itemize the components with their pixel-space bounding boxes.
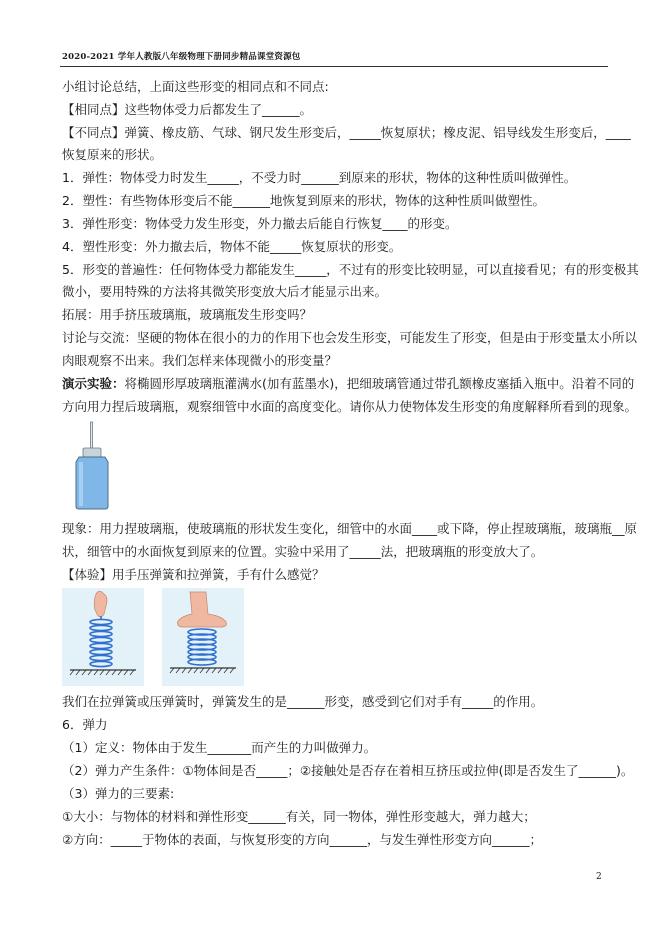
- text-line: 【体验】用手压弹簧和拉弹簧，手有什么感觉？: [62, 567, 325, 582]
- text-line: 3．弹性形变：物体受力发生形变，外力撤去后能自行恢复____的形变。: [62, 216, 458, 231]
- text-line: 讨论与交流：坚硬的物体在很小的力的作用下也会发生形变，可能发生了形变，但是由于形变量太小所以: [62, 330, 638, 345]
- text-line: ①大小：与物体的材料和弹性形变______有关，同一物体，弹性形变越大，弹力越大；: [62, 809, 536, 824]
- text-line: 状，细管中的水面恢复到原来的位置。实验中采用了_____法，把玻璃瓶的形变放大了。: [62, 544, 544, 559]
- text-line: ②方向：_____于物体的表面，与恢复形变的方向______，与发生弹性形变方向______；: [62, 832, 542, 847]
- press-spring-figure: [162, 588, 244, 686]
- text-line: 【不同点】弹簧、橡皮筋、气球、钢尺发生形变后，_____恢复原状；橡皮泥、铝导线发生形变后，____: [62, 125, 631, 140]
- header-rule: [60, 66, 608, 67]
- text-line: 【相同点】这些物体受力后都发生了______。: [62, 102, 313, 117]
- text-line: 6．弹力: [62, 717, 108, 732]
- text-line: 4．塑性形变：外力撤去后，物体不能_____恢复原状的形变。: [62, 239, 402, 254]
- demo-label: 演示实验：: [62, 376, 125, 391]
- glass-highlight: [79, 462, 83, 506]
- glass-tube: [91, 422, 93, 452]
- text-line: 现象：用力捏玻璃瓶，使玻璃瓶的形状发生变化，细管中的水面____或下降，停止捏玻璃瓶，玻璃瓶__原: [62, 521, 638, 536]
- text-line: 肉眼观察不出来。我们怎样来体现微小的形变量？: [62, 353, 338, 368]
- text-line: （3）弹力的三要素:: [62, 786, 175, 801]
- text-line: 恢复原来的形状。: [62, 147, 163, 162]
- text-line: （2）弹力产生条件：①物体间是否_____；②接触处是否存在着相互挤压或拉伸(即是否发生了______)。: [62, 763, 634, 778]
- text-line: 1．弹性：物体受力时发生_____，不受力时______到原来的形状，物体的这种性质叫做弹性。: [62, 170, 577, 185]
- demo-line: 方向用力捏后玻璃瓶，观察细管中水面的高度变化。请你从力使物体发生形变的角度解释所看到的现象。: [62, 399, 638, 414]
- glass-bottle-figure: [70, 420, 114, 510]
- text-line: 微小，要用特殊的方法将其微笑形变放大后才能显示出来。: [62, 284, 388, 299]
- page-header: 2020-2021 学年人教版八年级物理下册同步精品课堂资源包: [62, 52, 301, 62]
- demo-line: [62, 376, 634, 392]
- text-line: （1）定义：物体由于发生_______而产生的力叫做弹力。: [62, 740, 377, 755]
- text-line: 2．塑性：有些物体形变后不能______地恢复到原来的形状，物体的这种性质叫做塑性。: [62, 193, 545, 208]
- rubber-stopper: [83, 448, 101, 457]
- text-line: 拓展：用手挤压玻璃瓶，玻璃瓶发生形变吗？: [62, 307, 313, 322]
- page-number: 2: [596, 872, 602, 882]
- demo-text: 将椭圆形厚玻璃瓶灌满水(加有蓝墨水)，把细玻璃管通过带孔额橡皮塞插入瓶中。沿着不同的: [124, 376, 635, 391]
- pull-spring-figure: [62, 588, 144, 686]
- text-line: 小组讨论总结，上面这些形变的相同点和不同点:: [62, 79, 329, 94]
- text-line: 5．形变的普遍性：任何物体受力都能发生_____，不过有的形变比较明显，可以直接看见；有的形变极其: [62, 262, 639, 277]
- text-line: 我们在拉弹簧或压弹簧时，弹簧发生的是______形变，感受到它们对手有_____的作用。: [62, 694, 544, 709]
